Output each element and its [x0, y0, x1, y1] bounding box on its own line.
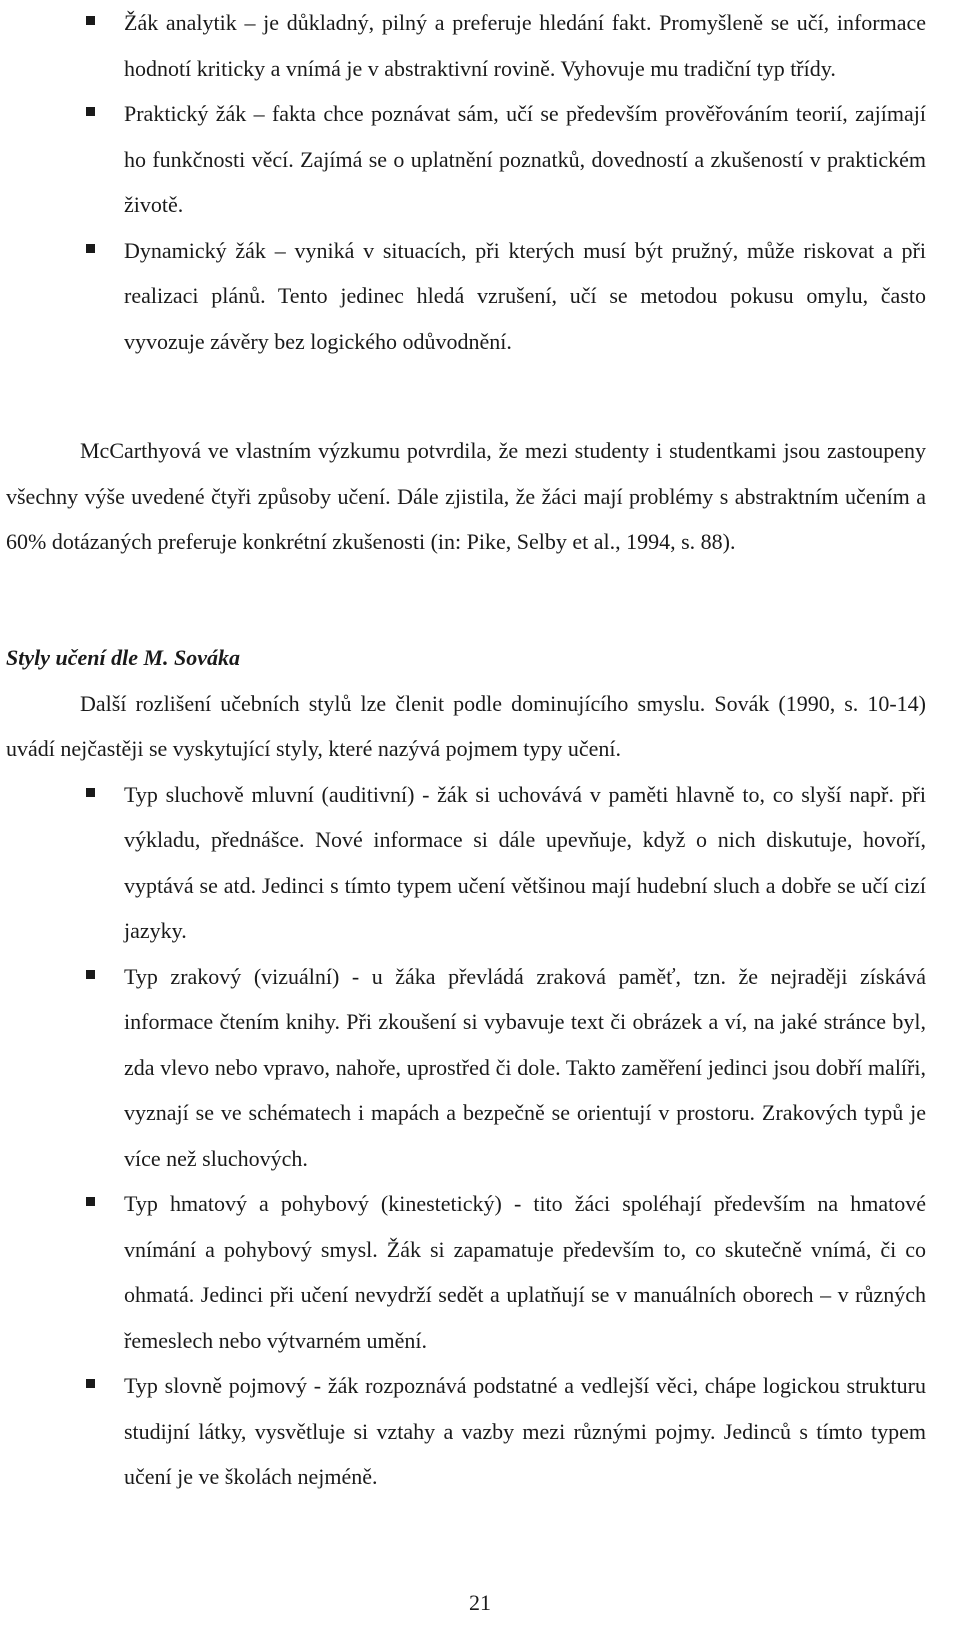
- list-item: [6, 772, 926, 954]
- list-item: [6, 1363, 926, 1500]
- list-item: [6, 91, 926, 228]
- section-heading: Styly učení dle M. Sováka: [6, 645, 241, 670]
- learning-styles-list-top: [6, 0, 926, 364]
- list-item: [6, 954, 926, 1182]
- list-item-text: Žák analytik – je důkladný, pilný a preferuje hledání fakt. Promyšleně se učí, informace hodnotí kriticky a vnímá je v abstraktivní rovině. Vyhovuje mu tradiční typ třídy.: [124, 10, 926, 81]
- learning-styles-top-section: [6, 0, 926, 364]
- list-item-text: Praktický žák – fakta chce poznávat sám, učí se především prověřováním teorií, zajímají ho funkčnosti věcí. Zajímá se o uplatnění poznatků, dovedností a zkušeností v praktickém životě.: [124, 101, 926, 217]
- list-item-text: Typ sluchově mluvní (auditivní) - žák si uchovává v paměti hlavně to, co slyší např. při výkladu, přednášce. Nové informace si dále upevňuje, když o nich diskutuje, hovoří, vyptává se atd. Jedinci s tímto typem učení většinou mají hudební sluch a dobře se učí cizí jazyky.: [124, 781, 926, 943]
- list-item-text: Typ slovně pojmový - žák rozpoznává podstatné a vedlejší věci, chápe logickou strukturu studijní látky, vysvětluje si vztahy a vazby mezi různými pojmy. Jedinců s tímto typem učení je ve školách nejméně.: [124, 1373, 926, 1489]
- sovak-section: [6, 635, 926, 1500]
- square-bullet-icon: [86, 1197, 95, 1206]
- learning-types-list: [6, 772, 926, 1500]
- sovak-paragraph: Další rozlišení učebních stylů lze členit podle dominujícího smyslu. Sovák (1990, s. 10-14) uvádí nejčastěji se vyskytující styly, které nazývá pojmem typy učení.: [6, 690, 926, 761]
- square-bullet-icon: [86, 16, 95, 25]
- square-bullet-icon: [86, 244, 95, 253]
- list-item-text: Typ zrakový (vizuální) - u žáka převládá zraková paměť, tzn. že nejraději získává informace čtením knihy. Při zkoušení si vybavuje text či obrázek a ví, na jaké stránce byl, zda vlevo nebo vpravo, nahoře, uprostřed či dole. Takto zaměření jedinci jsou dobří malíři, vyznají se ve schématech i mapách a bezpečně se orientují v prostoru. Zrakových typů je více než sluchových.: [124, 963, 926, 1171]
- mccarthy-section: [6, 428, 926, 565]
- square-bullet-icon: [86, 788, 95, 797]
- square-bullet-icon: [86, 970, 95, 979]
- page-number: 21: [469, 1590, 491, 1615]
- list-item-text: Typ hmatový a pohybový (kinestetický) - tito žáci spoléhají především na hmatové vnímání a pohybový smysl. Žák si zapamatuje především to, co skutečně vnímá, či co ohmatá. Jedinci při učení nevydrží sedět a uplatňují se v manuálních oborech – v různých řemeslech nebo výtvarném umění.: [124, 1191, 926, 1353]
- list-item: [6, 1181, 926, 1363]
- mccarthy-paragraph: McCarthyová ve vlastním výzkumu potvrdila, že mezi studenty i studentkami jsou zastoupeny všechny výše uvedené čtyři způsoby učení. Dále zjistila, že žáci mají problémy s abstraktním učením a 60% dotázaných preferuje konkrétní zkušenosti (in: Pike, Selby et al., 1994, s. 88).: [6, 438, 926, 554]
- list-item: [6, 0, 926, 91]
- list-item-text: Dynamický žák – vyniká v situacích, při kterých musí být pružný, může riskovat a při realizaci plánů. Tento jedinec hledá vzrušení, učí se metodou pokusu omylu, často vyvozuje závěry bez logického odůvodnění.: [124, 237, 926, 354]
- square-bullet-icon: [86, 1379, 95, 1388]
- list-item: [6, 228, 926, 365]
- square-bullet-icon: [86, 107, 95, 116]
